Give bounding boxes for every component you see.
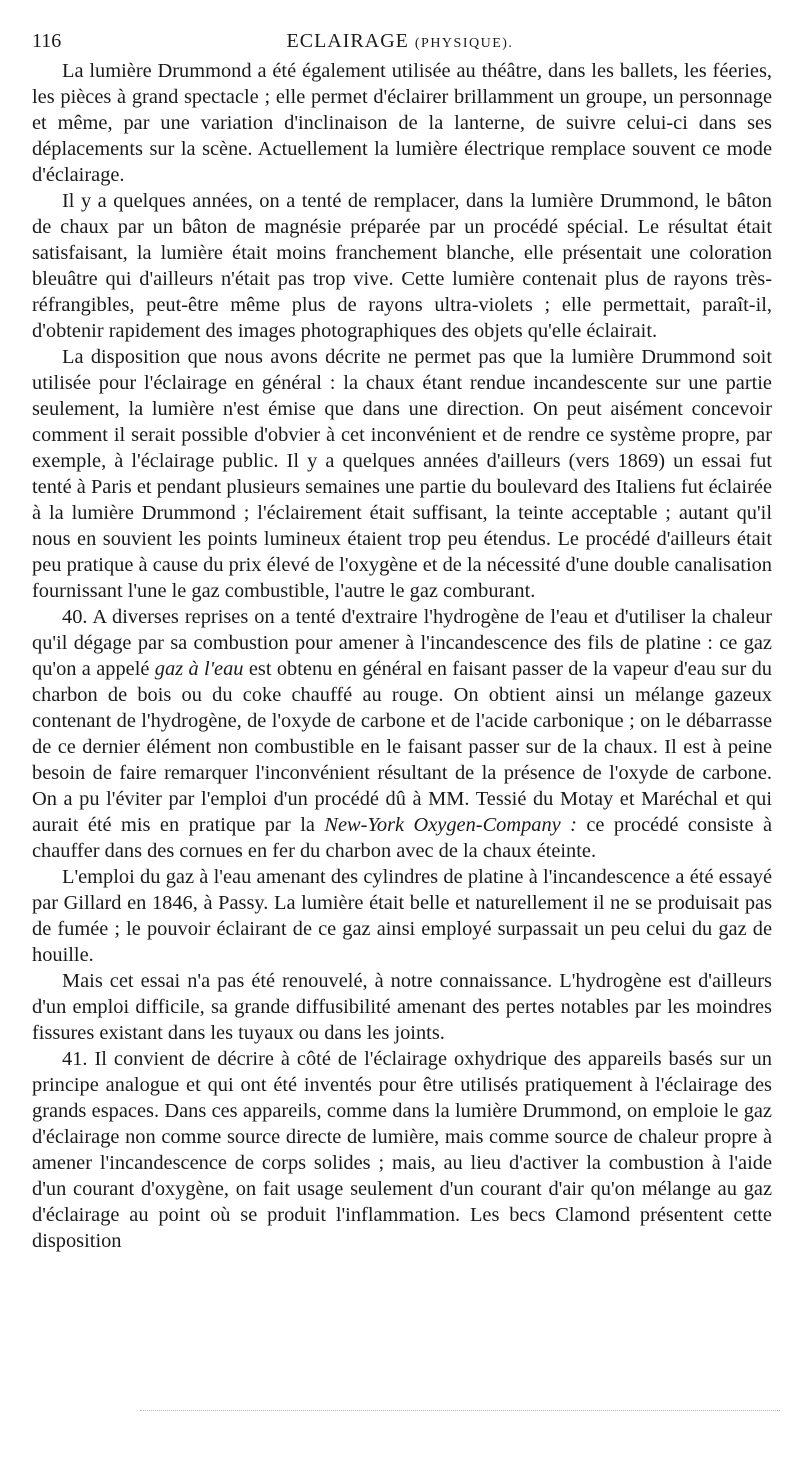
section-40-italic-2: New-York Oxygen-Company : [324, 814, 577, 836]
body-text [32, 58, 772, 1254]
running-title-sub: (PHYSIQUE). [414, 36, 514, 51]
paragraph-drummond-theatre: La lumière Drummond a été également utilisée au théâtre, dans les ballets, les féeries, les pièces à grand spectacle ; elle permet d'éclairer brillamment un groupe, un personnage et même, par une variation d'inclinaison de la lanterne, de suivre celui-ci dans ses déplacements sur la scène. Actuellement la lumière électrique remplace souvent ce mode d'éclairage. [32, 60, 772, 186]
section-40-text-1: 40. A diverses reprises on a tenté d'extraire l'hydrogène de l'eau et d'utiliser la chaleur qu'il dégage par sa combustion pour amener à l'incandescence des fils de platine : ce gaz qu'on a appelé [32, 606, 772, 680]
section-40-italic-1: gaz à l'eau [154, 658, 244, 680]
page-number: 116 [32, 30, 62, 52]
paragraph-magnesia: Il y a quelques années, on a tenté de remplacer, dans la lumière Drummond, le bâton de chaux par un bâton de magnésie préparée par un procédé spécial. Le résultat était satisfaisant, la lumière était moins franchement blanche, elle présentait une coloration bleuâtre qui d'ailleurs n'était pas trop vive. Cette lumière contenait plus de rayons très-réfrangibles, peut-être même plus de rayons ultra-violets ; elle permettait, paraît-il, d'obtenir rapidement des images photographiques des objets qu'elle éclairait. [32, 190, 772, 342]
section-40-text-3: ce procédé consiste à chauffer dans des cornues en fer du charbon avec de la chaux éteinte. [32, 814, 773, 862]
running-title-main: ECLAIRAGE [286, 30, 409, 52]
paragraph-gillard: L'emploi du gaz à l'eau amenant des cylindres de platine à l'incandescence a été essayé par Gillard en 1846, à Passy. La lumière était belle et naturellement il ne se produisait pas de fumée ; le pouvoir éclairant de ce gaz ainsi employé surpassait un peu celui du gaz de houille. [32, 866, 772, 966]
running-head [30, 30, 770, 58]
paragraph-hydrogen: Mais cet essai n'a pas été renouvelé, à notre connaissance. L'hydrogène est d'ailleurs d'un emploi difficile, sa grande diffusibilité amenant des pertes notables par les moindres fissures existant dans les tuyaux ou dans les joints. [32, 970, 772, 1044]
paragraph-section-40 [32, 604, 772, 864]
bleed-through-rule [140, 1410, 780, 1411]
paragraph-public-lighting: La disposition que nous avons décrite ne permet pas que la lumière Drummond soit utilisée pour l'éclairage en général : la chaux étant rendue incandescente sur une partie seulement, la lumière n'est émise que dans une direction. On peut aisément concevoir comment il serait possible d'obvier à cet inconvénient et de rendre ce système propre, par exemple, à l'éclairage public. Il y a quelques années d'ailleurs (vers 1869) un essai fut tenté à Paris et pendant plusieurs semaines une partie du boulevard des Italiens fut éclairée à la lumière Drummond ; l'éclairement était suffisant, la teinte acceptable ; autant qu'il nous en souvient les points lumineux étaient trop peu étendus. Le procédé d'ailleurs était peu pratique à cause du prix élevé de l'oxygène et de la nécessité d'une double canalisation fournissant l'une le gaz combustible, l'autre le gaz comburant. [32, 346, 772, 602]
paragraph-section-41: 41. Il convient de décrire à côté de l'éclairage oxhydrique des appareils basés sur un principe analogue et qui ont été inventés pour être utilisés pratiquement à l'éclairage des grands espaces. Dans ces appareils, comme dans la lumière Drummond, on emploie le gaz d'éclairage non comme source directe de lumière, mais comme source de chaleur propre à amener l'incandescence de corps solides ; mais, au lieu d'activer la combustion à l'aide d'un courant d'oxygène, on fait usage seulement d'un courant d'air qu'on mélange au gaz d'éclairage au point où se produit l'inflammation. Les becs Clamond présentent cette disposition [32, 1048, 772, 1252]
section-40-text-2: est obtenu en général en faisant passer de la vapeur d'eau sur du charbon de bois ou du coke chauffé au rouge. On obtient ainsi un mélange gazeux contenant de l'hydrogène, de l'oxyde de carbone et de l'acide carbonique ; on le débarrasse de ce dernier élément non combustible en le faisant passer sur de la chaux. Il est à peine besoin de faire remarquer l'inconvénient résultant de la présence de l'oxyde de carbone. On a pu l'éviter par l'emploi d'un procédé dû à MM. Tessié du Motay et Maréchal et qui aurait été mis en pratique par la [32, 658, 772, 836]
running-title [30, 30, 770, 53]
